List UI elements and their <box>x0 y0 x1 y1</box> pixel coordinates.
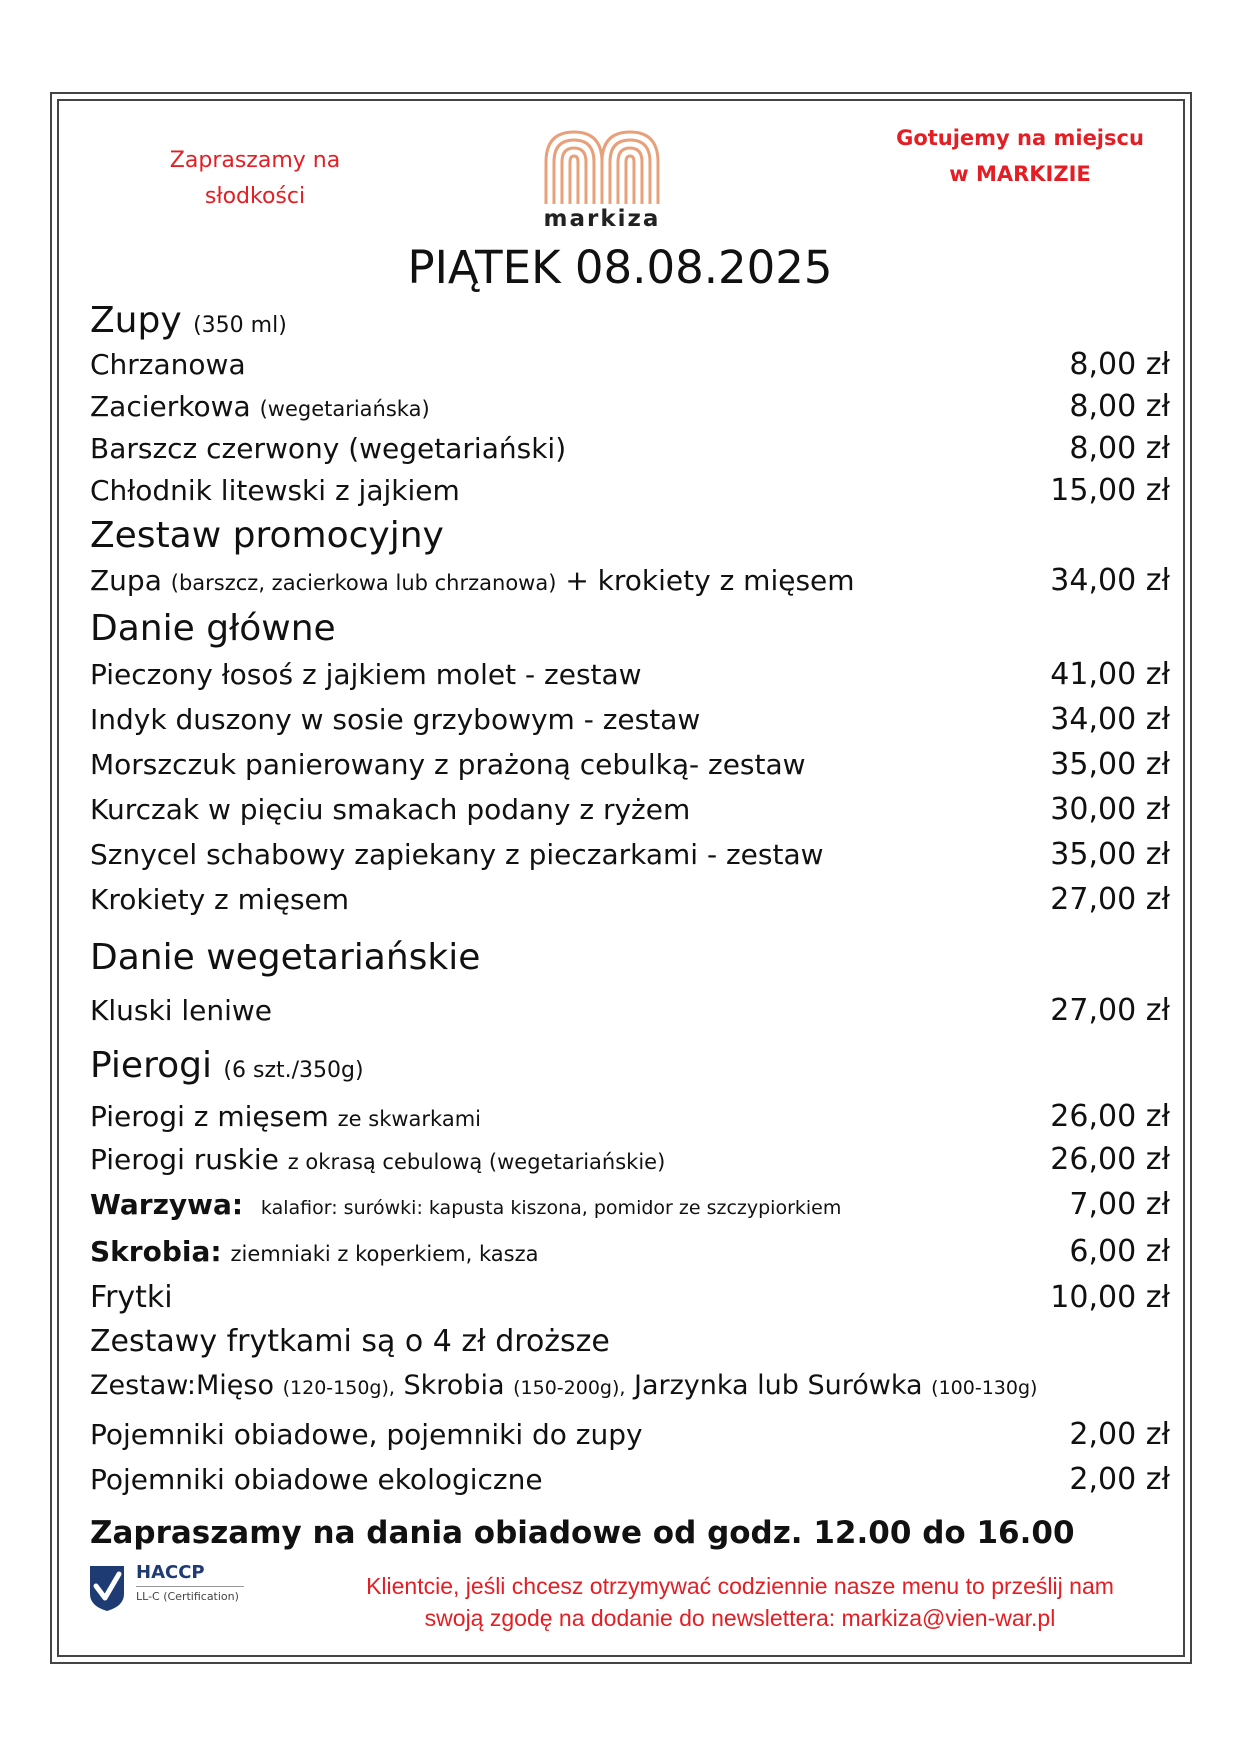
item-note: (barszcz, zacierkowa lub chrzanowa) <box>170 571 557 595</box>
menu-item <box>90 429 1170 469</box>
item-name: Pojemniki obiadowe, pojemniki do zupy <box>90 1418 643 1451</box>
section-zupy <box>90 298 287 349</box>
item-price: 10,00 zł <box>1050 1280 1170 1315</box>
item-name-text: Warzywa: <box>90 1188 244 1221</box>
logo-wordmark: markiza <box>543 206 661 232</box>
item-note: (wegetariańska) <box>259 397 430 421</box>
newsletter-line-1: Klientcie, jeśli chcesz otrzymywać codziennie nasze menu to prześlij nam <box>366 1573 1114 1599</box>
menu-item <box>90 345 1170 385</box>
item-name-text: Skrobia: <box>90 1235 222 1268</box>
section-title: Danie wegetariańskie <box>90 937 481 978</box>
container-item <box>90 1460 1170 1500</box>
sweets-note-line-2: słodkości <box>204 184 306 209</box>
item-note: kalafior: surówki: kapusta kiszona, pomidor ze szczypiorkiem <box>260 1197 842 1219</box>
menu-item <box>90 880 1170 920</box>
item-name: Kluski leniwe <box>90 994 273 1027</box>
item-price: 6,00 zł <box>1069 1234 1170 1269</box>
item-price: 30,00 zł <box>1050 792 1170 827</box>
menu-date-title: PIĄTEK 08.08.2025 <box>407 241 833 294</box>
set-meat: Zestaw:Mięso <box>90 1370 275 1401</box>
item-name <box>90 1140 665 1182</box>
set-vegetables-weight: (100-130g) <box>931 1377 1038 1399</box>
item-name: Krokiety z mięsem <box>90 883 350 916</box>
item-price: 34,00 zł <box>1050 702 1170 737</box>
item-name: Morszczuk panierowany z prażoną cebulką- zestaw <box>90 748 806 781</box>
haccp-divider <box>136 1586 244 1587</box>
set-vegetables: Jarzynka lub Surówka <box>634 1370 923 1401</box>
item-name-text: Pierogi z mięsem <box>90 1100 329 1133</box>
menu-item <box>90 561 1170 601</box>
item-name: Pojemniki obiadowe ekologiczne <box>90 1463 543 1496</box>
item-name: Chłodnik litewski z jajkiem <box>90 474 460 507</box>
section-note: (6 szt./350g) <box>223 1058 364 1083</box>
menu-item <box>90 655 1170 695</box>
item-price: 35,00 zł <box>1050 747 1170 782</box>
container-item <box>90 1415 1170 1455</box>
sweets-note-line-1: Zapraszamy na <box>169 148 341 173</box>
menu-item <box>90 991 1170 1031</box>
section-glowne <box>90 606 336 652</box>
menu-item <box>90 745 1170 785</box>
item-price: 2,00 zł <box>1069 1417 1170 1452</box>
item-name-text: Zacierkowa <box>90 390 251 423</box>
item-price: 27,00 zł <box>1050 882 1170 917</box>
item-name: Chrzanowa <box>90 348 246 381</box>
menu-item <box>90 790 1170 830</box>
item-note: ziemniaki z koperkiem, kasza <box>230 1242 539 1266</box>
item-price: 8,00 zł <box>1069 347 1170 382</box>
item-name: Pieczony łosoś z jajkiem molet - zestaw <box>90 658 642 691</box>
item-price: 26,00 zł <box>1050 1099 1170 1134</box>
item-price: 34,00 zł <box>1050 563 1170 598</box>
section-promo <box>90 513 444 559</box>
item-price: 8,00 zł <box>1069 389 1170 424</box>
item-price: 2,00 zł <box>1069 1462 1170 1497</box>
menu-item <box>90 700 1170 740</box>
item-note: ze skwarkami <box>337 1107 481 1131</box>
cooking-note-line-2: w MARKIZIE <box>949 162 1091 186</box>
newsletter-note <box>330 1570 1150 1634</box>
item-price: 7,00 zł <box>1069 1187 1170 1222</box>
item-name <box>90 387 430 429</box>
haccp-subtitle: LL-C (Certification) <box>136 1590 239 1603</box>
side-item <box>90 1278 1170 1318</box>
item-price: 26,00 zł <box>1050 1142 1170 1177</box>
item-price: 8,00 zł <box>1069 431 1170 466</box>
item-name <box>90 561 855 603</box>
menu-item <box>90 387 1170 427</box>
item-note: z okrasą cebulową (wegetariańskie) <box>287 1150 666 1174</box>
item-name <box>90 1232 538 1274</box>
item-name: Sznycel schabowy zapiekany z pieczarkami - zestaw <box>90 838 824 871</box>
cooking-note <box>880 120 1160 192</box>
section-note: (350 ml) <box>193 313 287 338</box>
checkmark-icon <box>88 1564 126 1612</box>
item-name: Frytki <box>90 1280 173 1315</box>
set-composition <box>90 1366 1037 1408</box>
side-item <box>90 1232 1170 1272</box>
menu-item <box>90 1140 1170 1180</box>
item-name: Barszcz czerwony (wegetariański) <box>90 432 567 465</box>
haccp-badge <box>88 1562 248 1622</box>
set-starch: Skrobia <box>403 1370 505 1401</box>
section-wege <box>90 935 480 981</box>
item-price: 15,00 zł <box>1050 473 1170 508</box>
haccp-title: HACCP <box>136 1562 205 1583</box>
item-name <box>90 1097 481 1139</box>
sweets-invite-note <box>150 143 360 215</box>
item-price: 27,00 zł <box>1050 993 1170 1028</box>
cooking-note-line-1: Gotujemy na miejscu <box>896 126 1144 150</box>
item-name: Kurczak w pięciu smakach podany z ryżem <box>90 793 691 826</box>
section-title: Zupy <box>90 300 182 341</box>
menu-item <box>90 471 1170 511</box>
section-title: Zestaw promocyjny <box>90 515 444 556</box>
newsletter-line-2: swoją zgodę na dodanie do newslettera: markiza@vien-war.pl <box>424 1605 1056 1631</box>
item-suffix: + krokiety z mięsem <box>565 564 855 597</box>
item-name-text: Zupa <box>90 564 162 597</box>
menu-item <box>90 835 1170 875</box>
section-pierogi <box>90 1043 364 1094</box>
item-price: 41,00 zł <box>1050 657 1170 692</box>
item-name: Indyk duszony w sosie grzybowym - zestaw <box>90 703 701 736</box>
section-title: Pierogi <box>90 1045 212 1086</box>
item-name-text: Pierogi ruskie <box>90 1143 279 1176</box>
set-starch-weight: (150-200g), <box>513 1377 626 1399</box>
set-meat-weight: (120-150g), <box>282 1377 395 1399</box>
item-price: 35,00 zł <box>1050 837 1170 872</box>
side-item <box>90 1185 1170 1225</box>
menu-item <box>90 1097 1170 1137</box>
fries-surcharge-note: Zestawy frytkami są o 4 zł droższe <box>90 1324 610 1359</box>
item-name <box>90 1185 841 1228</box>
lunch-hours-invite: Zapraszamy na dania obiadowe od godz. 12.00 do 16.00 <box>90 1515 1075 1551</box>
section-title: Danie główne <box>90 608 336 649</box>
